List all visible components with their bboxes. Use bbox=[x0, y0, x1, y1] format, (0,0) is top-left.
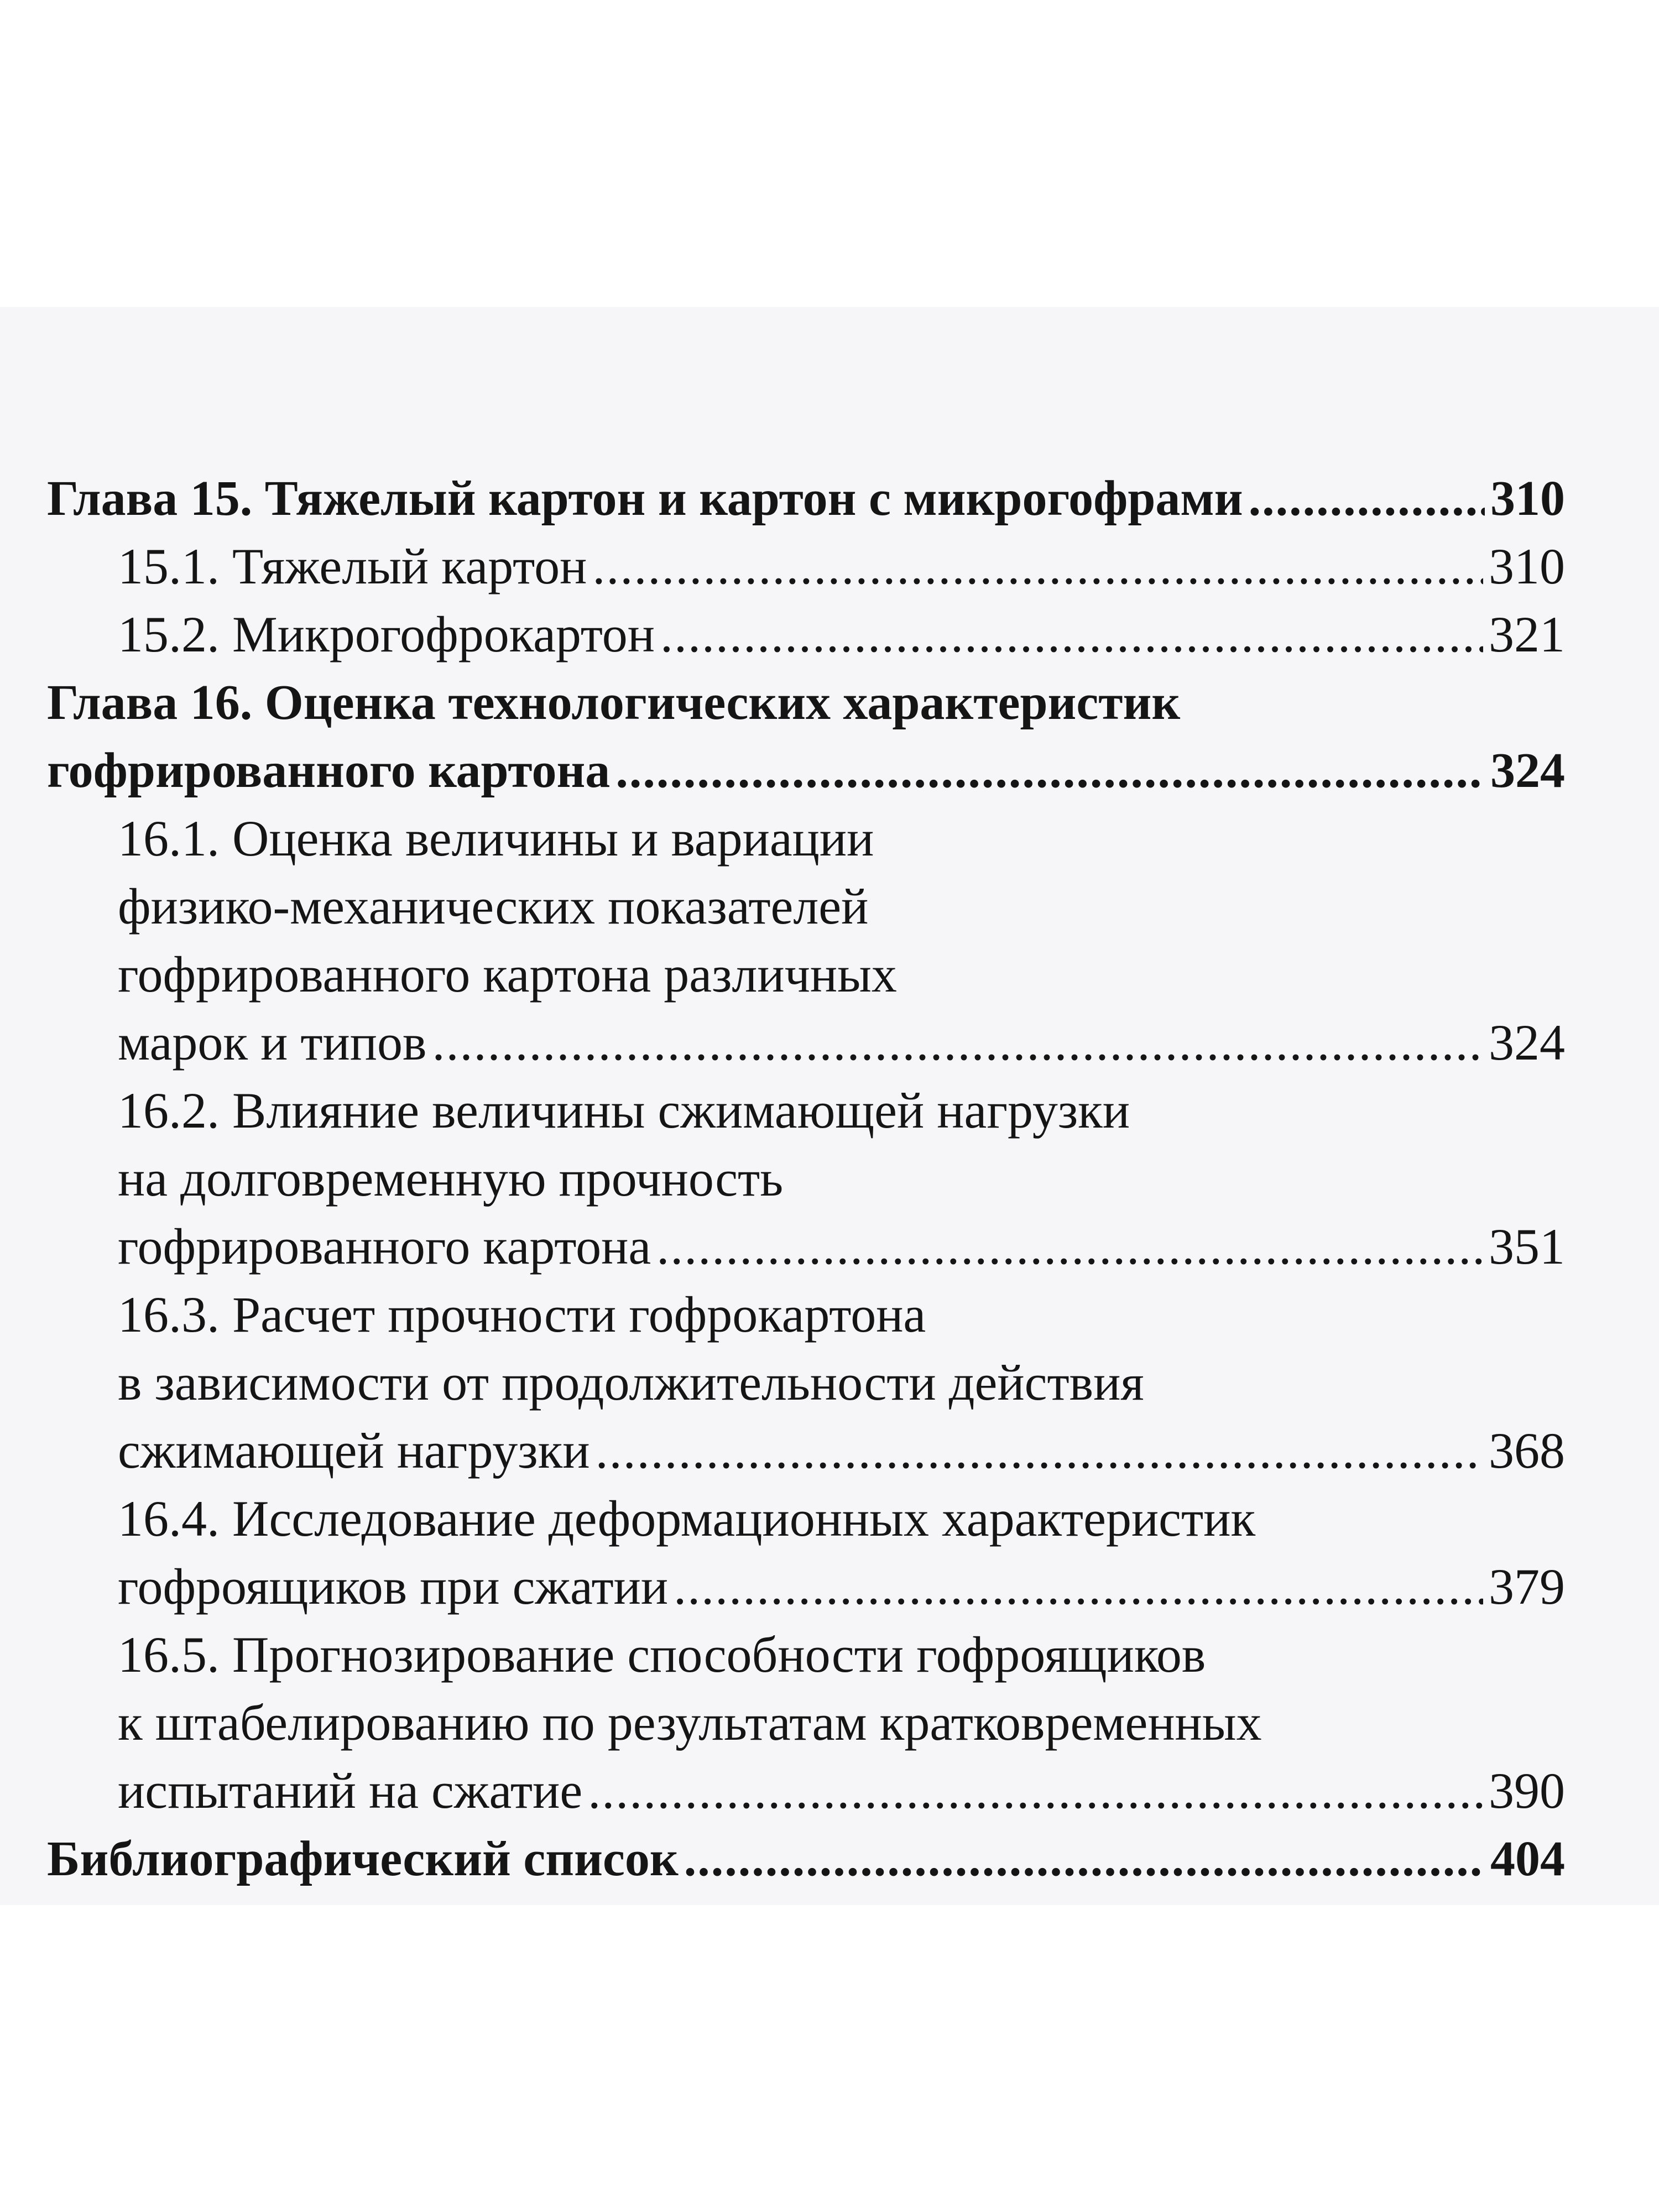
dot-leader bbox=[596, 1417, 1483, 1485]
toc-page-number: 351 bbox=[1489, 1218, 1565, 1275]
toc-page-number: 368 bbox=[1489, 1422, 1565, 1479]
toc-chapter-line bbox=[47, 465, 1565, 533]
toc-page-number: 324 bbox=[1489, 1014, 1565, 1071]
toc-section-line bbox=[47, 873, 1565, 941]
toc-section-line bbox=[47, 1145, 1565, 1213]
toc-entry-title: гофрированного картона bbox=[118, 1218, 651, 1275]
toc-entry-title: Глава 16. Оценка технологических характеристик bbox=[47, 675, 1181, 730]
toc-page-number: 310 bbox=[1489, 538, 1565, 594]
toc-page-number: 379 bbox=[1489, 1558, 1565, 1615]
toc-entry-title: физико-механических показателей bbox=[118, 878, 869, 935]
toc-section-line bbox=[47, 1757, 1565, 1825]
toc-section-line bbox=[47, 1281, 1565, 1349]
dot-leader bbox=[660, 601, 1483, 669]
toc-chapter-line bbox=[47, 737, 1565, 805]
toc-entry-title: гофрированного картона различных bbox=[118, 946, 897, 1003]
toc-page-number: 390 bbox=[1489, 1762, 1565, 1819]
dot-leader bbox=[656, 1213, 1483, 1281]
toc-section-line bbox=[47, 941, 1565, 1009]
toc-entry-title: на долговременную прочность bbox=[118, 1150, 784, 1207]
toc-entry-title: испытаний на сжатие bbox=[118, 1762, 583, 1819]
dot-leader bbox=[592, 533, 1483, 601]
dot-leader bbox=[684, 1825, 1485, 1893]
dot-leader bbox=[432, 1009, 1483, 1077]
toc-page-number: 321 bbox=[1489, 606, 1565, 662]
toc-section-line bbox=[47, 805, 1565, 873]
toc-entry-title: 16.3. Расчет прочности гофрокартона bbox=[118, 1286, 926, 1343]
toc-chapter-line bbox=[47, 1825, 1565, 1893]
toc-section-line bbox=[47, 1009, 1565, 1077]
toc-entry-title: марок и типов bbox=[118, 1014, 427, 1071]
toc-section-line bbox=[47, 1349, 1565, 1417]
toc-page-number: 310 bbox=[1490, 471, 1565, 526]
dot-leader bbox=[588, 1757, 1483, 1825]
toc-section-line bbox=[47, 1417, 1565, 1485]
toc-chapter-line bbox=[47, 669, 1565, 737]
toc-entry-title: Библиографический список bbox=[47, 1832, 679, 1886]
toc-section-line bbox=[47, 1689, 1565, 1757]
toc-entry-title: в зависимости от продолжительности действия bbox=[118, 1354, 1144, 1411]
toc-entry-title: 16.2. Влияние величины сжимающей нагрузки bbox=[118, 1082, 1130, 1139]
toc-entry-title: сжимающей нагрузки bbox=[118, 1422, 590, 1479]
toc-page-number: 404 bbox=[1490, 1832, 1565, 1886]
toc-section-line bbox=[47, 1213, 1565, 1281]
dot-leader bbox=[1249, 465, 1485, 533]
toc-page-number: 324 bbox=[1490, 743, 1565, 798]
toc-entry-title: 16.5. Прогнозирование способности гофроящиков bbox=[118, 1626, 1206, 1683]
toc-entry-title: к штабелированию по результатам кратковременных bbox=[118, 1694, 1262, 1751]
toc-entry-title: 16.1. Оценка величины и вариации bbox=[118, 810, 874, 867]
toc-section-line bbox=[47, 1553, 1565, 1621]
table-of-contents bbox=[47, 465, 1565, 1893]
toc-entry-title: 16.4. Исследование деформационных характеристик bbox=[118, 1490, 1256, 1547]
toc-entry-title: гофрированного картона bbox=[47, 743, 611, 798]
toc-section-line bbox=[47, 533, 1565, 601]
toc-entry-title: Глава 15. Тяжелый картон и картон с микрогофрами bbox=[47, 471, 1243, 526]
toc-section-line bbox=[47, 601, 1565, 669]
dot-leader bbox=[615, 737, 1485, 805]
dot-leader bbox=[674, 1553, 1483, 1621]
toc-entry-title: гофроящиков при сжатии bbox=[118, 1558, 669, 1615]
toc-section-line bbox=[47, 1485, 1565, 1553]
toc-entry-title: 15.2. Микрогофрокартон bbox=[118, 606, 655, 662]
toc-section-line bbox=[47, 1621, 1565, 1689]
toc-entry-title: 15.1. Тяжелый картон bbox=[118, 538, 587, 594]
toc-section-line bbox=[47, 1077, 1565, 1145]
